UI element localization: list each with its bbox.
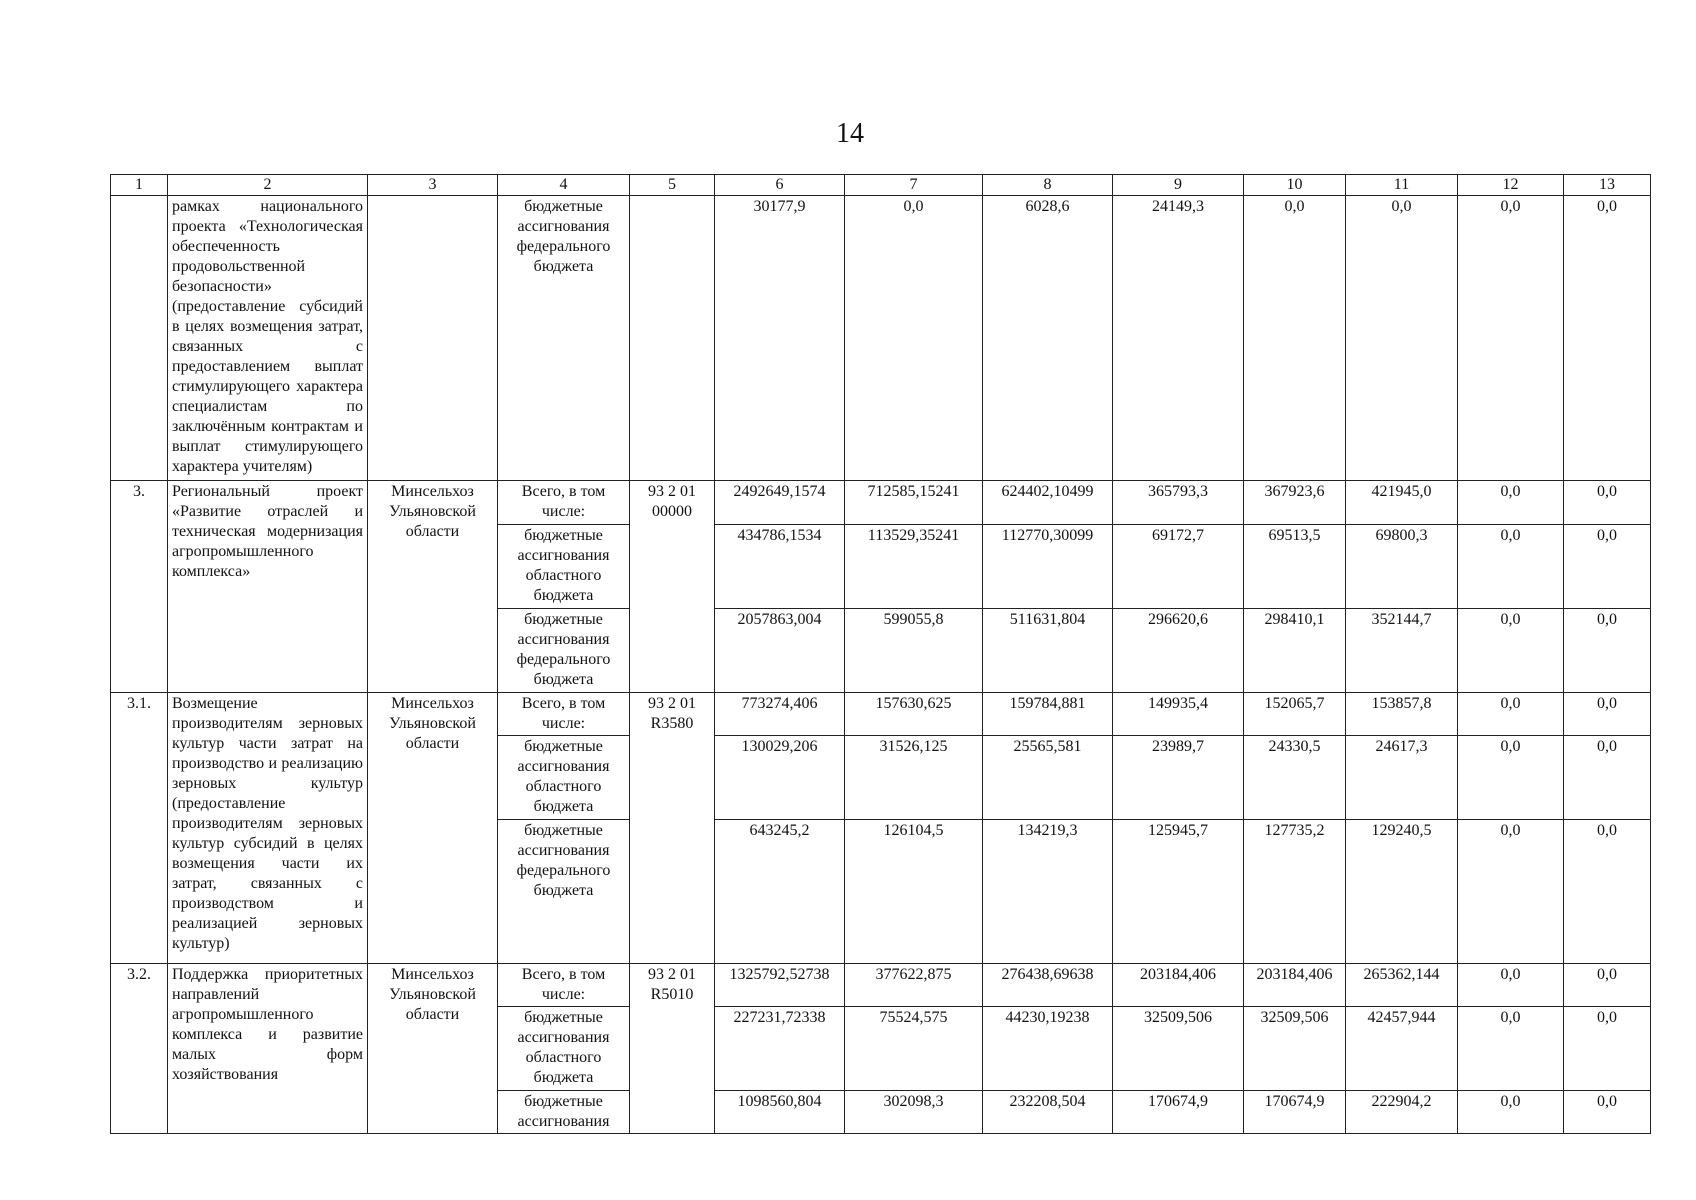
total-label: Всего, в том числе: — [498, 964, 630, 1007]
value-cell: 170674,9 — [1113, 1091, 1244, 1134]
col-header: 6 — [715, 175, 845, 196]
value-cell: 112770,30099 — [983, 525, 1113, 609]
value-cell: 712585,15241 — [845, 481, 983, 525]
funding-source: бюджетные ассигнования областного бюджета — [498, 1007, 630, 1091]
value-cell: 0,0 — [1564, 820, 1651, 964]
row-description: рамках национального проекта «Технологическая обеспеченность продовольственной безопасности» (предоставление субсидий в целях возмещения затрат, связанных с предоставлением выплат стимулирующего характера специалистам по заключённым контрактам и выплат стимулирующего характера учителям) — [168, 196, 368, 481]
value-cell: 227231,72338 — [715, 1007, 845, 1091]
value-cell: 365793,3 — [1113, 481, 1244, 525]
table-row — [111, 964, 1651, 1007]
funding-source: бюджетные ассигнования — [498, 1091, 630, 1134]
value-cell: 203184,406 — [1113, 964, 1244, 1007]
budget-table — [110, 174, 1651, 1134]
value-cell: 129240,5 — [1346, 820, 1458, 964]
value-cell: 0,0 — [1564, 736, 1651, 820]
row-responsible: Минсельхоз Ульяновской области — [368, 481, 498, 693]
value-cell: 30177,9 — [715, 196, 845, 481]
value-cell: 113529,35241 — [845, 525, 983, 609]
value-cell: 69513,5 — [1244, 525, 1346, 609]
value-cell: 0,0 — [1564, 1007, 1651, 1091]
table-row — [111, 693, 1651, 736]
value-cell: 69800,3 — [1346, 525, 1458, 609]
col-header: 1 — [111, 175, 168, 196]
value-cell: 773274,406 — [715, 693, 845, 736]
value-cell: 302098,3 — [845, 1091, 983, 1134]
value-cell: 352144,7 — [1346, 609, 1458, 693]
value-cell: 203184,406 — [1244, 964, 1346, 1007]
value-cell: 0,0 — [1564, 693, 1651, 736]
value-cell: 0,0 — [1458, 1007, 1564, 1091]
row-description: Возмещение производителям зерновых культур части затрат на производство и реализацию зерновых культур (предоставление производителям зерновых культур субсидий в целях возмещения части их затрат, связанных с производством и реализацией зерновых культур) — [168, 693, 368, 964]
table-row — [111, 196, 1651, 481]
value-cell: 0,0 — [1458, 820, 1564, 964]
col-header: 11 — [1346, 175, 1458, 196]
row-responsible: Минсельхоз Ульяновской области — [368, 964, 498, 1134]
value-cell: 0,0 — [1458, 693, 1564, 736]
row-responsible: Минсельхоз Ульяновской области — [368, 693, 498, 964]
value-cell: 434786,1534 — [715, 525, 845, 609]
col-header: 8 — [983, 175, 1113, 196]
row-description: Региональный проект «Развитие отраслей и техническая модернизация агропромышленного комплекса» — [168, 481, 368, 693]
value-cell: 0,0 — [1564, 1091, 1651, 1134]
value-cell: 0,0 — [1458, 1091, 1564, 1134]
value-cell: 134219,3 — [983, 820, 1113, 964]
value-cell: 25565,581 — [983, 736, 1113, 820]
value-cell: 222904,2 — [1346, 1091, 1458, 1134]
value-cell: 125945,7 — [1113, 820, 1244, 964]
funding-source: бюджетные ассигнования федерального бюджета — [498, 196, 630, 481]
value-cell: 1098560,804 — [715, 1091, 845, 1134]
col-header: 4 — [498, 175, 630, 196]
value-cell: 0,0 — [1564, 196, 1651, 481]
value-cell: 0,0 — [1244, 196, 1346, 481]
value-cell: 24149,3 — [1113, 196, 1244, 481]
value-cell: 643245,2 — [715, 820, 845, 964]
table-row — [111, 481, 1651, 525]
col-header: 12 — [1458, 175, 1564, 196]
value-cell: 265362,144 — [1346, 964, 1458, 1007]
value-cell: 130029,206 — [715, 736, 845, 820]
row-number: 3.1. — [111, 693, 168, 964]
value-cell: 0,0 — [1564, 481, 1651, 525]
value-cell: 0,0 — [1564, 964, 1651, 1007]
value-cell: 170674,9 — [1244, 1091, 1346, 1134]
value-cell: 0,0 — [845, 196, 983, 481]
value-cell: 232208,504 — [983, 1091, 1113, 1134]
value-cell: 0,0 — [1458, 609, 1564, 693]
value-cell: 126104,5 — [845, 820, 983, 964]
col-header: 9 — [1113, 175, 1244, 196]
page-number: 14 — [836, 118, 864, 149]
col-header: 3 — [368, 175, 498, 196]
value-cell: 276438,69638 — [983, 964, 1113, 1007]
value-cell: 31526,125 — [845, 736, 983, 820]
value-cell: 511631,804 — [983, 609, 1113, 693]
budget-code: 93 2 01 R5010 — [630, 964, 715, 1134]
value-cell: 32509,506 — [1244, 1007, 1346, 1091]
value-cell: 0,0 — [1458, 736, 1564, 820]
value-cell: 367923,6 — [1244, 481, 1346, 525]
row-responsible — [368, 196, 498, 481]
funding-source: бюджетные ассигнования федерального бюджета — [498, 609, 630, 693]
value-cell: 44230,19238 — [983, 1007, 1113, 1091]
value-cell: 599055,8 — [845, 609, 983, 693]
value-cell: 159784,881 — [983, 693, 1113, 736]
value-cell: 24330,5 — [1244, 736, 1346, 820]
budget-code: 93 2 01 00000 — [630, 481, 715, 693]
value-cell: 23989,7 — [1113, 736, 1244, 820]
budget-code: 93 2 01 R3580 — [630, 693, 715, 964]
value-cell: 2057863,004 — [715, 609, 845, 693]
col-header: 5 — [630, 175, 715, 196]
row-number: 3. — [111, 481, 168, 693]
column-number-row — [111, 175, 1651, 196]
value-cell: 0,0 — [1458, 964, 1564, 1007]
col-header: 10 — [1244, 175, 1346, 196]
value-cell: 0,0 — [1458, 196, 1564, 481]
value-cell: 421945,0 — [1346, 481, 1458, 525]
value-cell: 69172,7 — [1113, 525, 1244, 609]
funding-source: бюджетные ассигнования областного бюджета — [498, 525, 630, 609]
value-cell: 152065,7 — [1244, 693, 1346, 736]
value-cell: 1325792,52738 — [715, 964, 845, 1007]
value-cell: 149935,4 — [1113, 693, 1244, 736]
value-cell: 0,0 — [1458, 525, 1564, 609]
col-header: 13 — [1564, 175, 1651, 196]
value-cell: 296620,6 — [1113, 609, 1244, 693]
value-cell: 42457,944 — [1346, 1007, 1458, 1091]
value-cell: 157630,625 — [845, 693, 983, 736]
col-header: 2 — [168, 175, 368, 196]
value-cell: 0,0 — [1564, 525, 1651, 609]
value-cell: 32509,506 — [1113, 1007, 1244, 1091]
row-number — [111, 196, 168, 481]
value-cell: 624402,10499 — [983, 481, 1113, 525]
value-cell: 377622,875 — [845, 964, 983, 1007]
value-cell: 0,0 — [1346, 196, 1458, 481]
budget-code — [630, 196, 715, 481]
total-label: Всего, в том числе: — [498, 481, 630, 525]
row-description: Поддержка приоритетных направлений агропромышленного комплекса и развитие малых форм хозяйствования — [168, 964, 368, 1134]
value-cell: 75524,575 — [845, 1007, 983, 1091]
value-cell: 6028,6 — [983, 196, 1113, 481]
row-number: 3.2. — [111, 964, 168, 1134]
funding-source: бюджетные ассигнования областного бюджета — [498, 736, 630, 820]
value-cell: 153857,8 — [1346, 693, 1458, 736]
value-cell: 2492649,1574 — [715, 481, 845, 525]
col-header: 7 — [845, 175, 983, 196]
total-label: Всего, в том числе: — [498, 693, 630, 736]
value-cell: 127735,2 — [1244, 820, 1346, 964]
value-cell: 0,0 — [1564, 609, 1651, 693]
funding-source: бюджетные ассигнования федерального бюджета — [498, 820, 630, 964]
value-cell: 24617,3 — [1346, 736, 1458, 820]
value-cell: 298410,1 — [1244, 609, 1346, 693]
value-cell: 0,0 — [1458, 481, 1564, 525]
